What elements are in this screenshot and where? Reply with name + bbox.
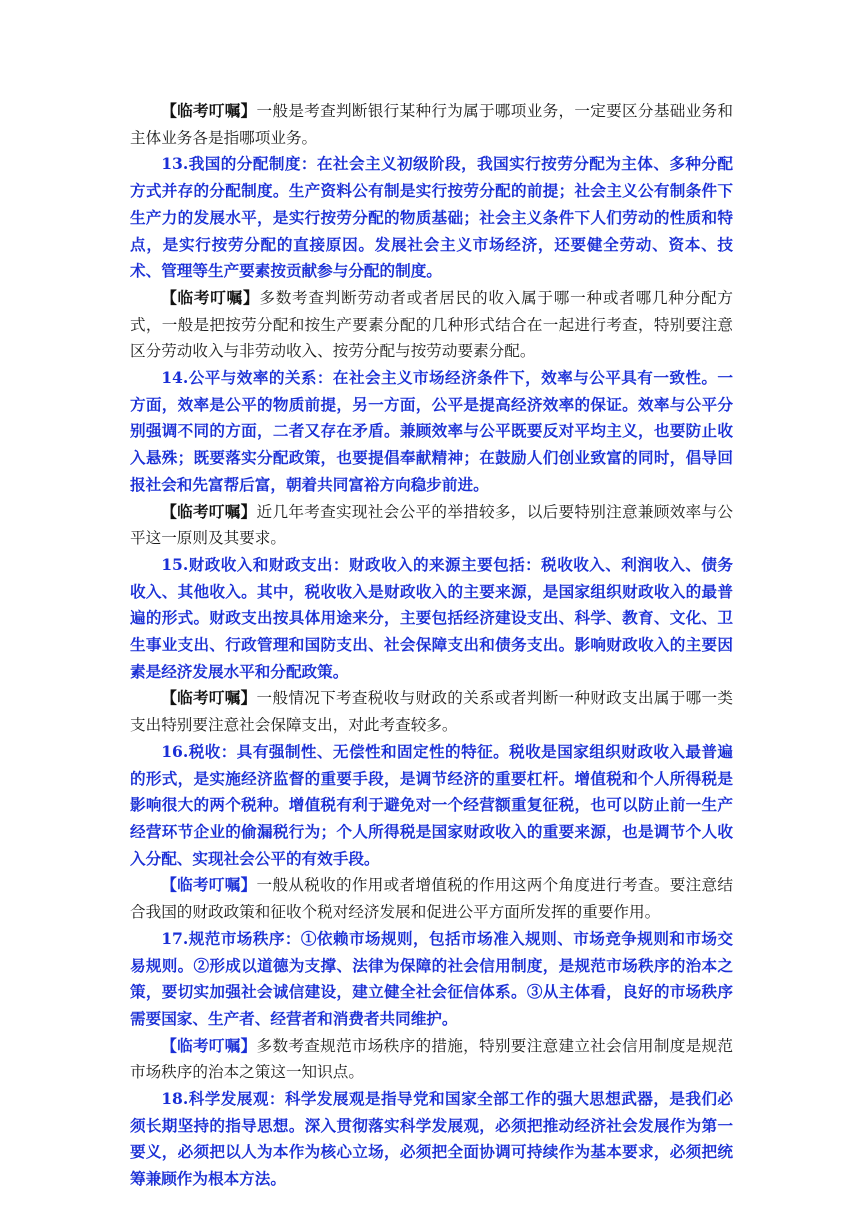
knowledge-point-16: 16.税收：具有强制性、无偿性和固定性的特征。税收是国家组织财政收入最普遍的形式，是实施经济监督的重要手段，是调节经济的重要杠杆。增值税和个人所得税是影响很大的两个税种。增值税有利于避免对一个经营额重复征税，也可以防止前一生产经营环节企业的偷漏税行为；个人所得税是国家财政收入的重要来源，也是调节个人收入分配、实现社会公平的有效手段。 (130, 741, 733, 868)
exam-tip-paragraph (130, 685, 733, 738)
exam-tip-tag: 【临考叮嘱】 (161, 501, 257, 521)
exam-tip-paragraph (130, 499, 733, 552)
knowledge-point-18: 18.科学发展观：科学发展观是指导党和国家全部工作的强大思想武器，是我们必须长期坚持的指导思想。深入贯彻落实科学发展观，必须把推动经济社会发展作为第一要义，必须把以人为本作为核心立场，必须把全面协调可持续作为基本要求，必须把统筹兼顾作为根本方法。 (130, 1089, 733, 1189)
exam-tip-paragraph (130, 1033, 733, 1086)
exam-tip-tag: 【临考叮嘱】 (161, 101, 257, 120)
exam-tip-text: 多数考查判断劳动者或者居民的收入属于哪一种或者哪几种分配方式，一般是把按劳分配和按生产要素分配的几种形式结合在一起进行考查，特别要注意区分劳动收入与非劳动收入、按劳分配与按劳动要素分配。 (130, 288, 733, 361)
exam-tip-paragraph (130, 285, 733, 365)
knowledge-point-15: 15.财政收入和财政支出：财政收入的来源主要包括：税收收入、利润收入、债务收入、其他收入。其中，税收收入是财政收入的主要来源，是国家组织财政收入的最普遍的形式。财政支出按具体用途来分，主要包括经济建设支出、科学、教育、文化、卫生事业支出、行政管理和国防支出、社会保障支出和债务支出。影响财政收入的主要因素是经济发展水平和分配政策。 (130, 554, 733, 681)
document-page (130, 98, 733, 1193)
knowledge-point-17: 17.规范市场秩序：①依赖市场规则，包括市场准入规则、市场竞争规则和市场交易规则。②形成以道德为支撑、法律为保障的社会信用制度，是规范市场秩序的治本之策，要切实加强社会诚信建设，建立健全社会征信体系。③从主体看，良好的市场秩序需要国家、生产者、经营者和消费者共同维护。 (130, 928, 733, 1028)
knowledge-point-14: 14.公平与效率的关系：在社会主义市场经济条件下，效率与公平具有一致性。一方面，效率是公平的物质前提，另一方面，公平是提高经济效率的保证。效率与公平分别强调不同的方面，二者又存在矛盾。兼顾效率与公平既要反对平均主义，也要防止收入悬殊；既要落实分配政策，也要提倡奉献精神；在鼓励人们创业致富的同时，倡导回报社会和先富帮后富，朝着共同富裕方向稳步前进。 (130, 368, 733, 494)
exam-tip-paragraph (130, 872, 733, 925)
knowledge-point-13: 13.我国的分配制度：在社会主义初级阶段，我国实行按劳分配为主体、多种分配方式并存的分配制度。生产资料公有制是实行按劳分配的前提；社会主义公有制条件下生产力的发展水平，是实行按劳分配的物质基础；社会主义条件下人们劳动的性质和特点，是实行按劳分配的直接原因。发展社会主义市场经济，还要健全劳动、资本、技术、管理等生产要素按贡献参与分配的制度。 (130, 154, 733, 281)
exam-tip-tag: 【临考叮嘱】 (161, 688, 257, 708)
exam-tip-text: 近几年考查实现社会公平的举措较多，以后要特别注意兼顾效率与公平这一原则及其要求。 (130, 502, 733, 548)
exam-tip-text: 多数考查规范市场秩序的措施，特别要注意建立社会信用制度是规范市场秩序的治本之策这一知识点。 (130, 1036, 733, 1082)
exam-tip-tag: 【临考叮嘱】 (161, 875, 257, 895)
exam-tip-text: 一般从税收的作用或者增值税的作用这两个角度进行考查。要注意结合我国的财政政策和征收个税对经济发展和促进公平方面所发挥的重要作用。 (130, 876, 733, 922)
exam-tip-text: 一般是考查判断银行某种行为属于哪项业务，一定要区分基础业务和主体业务各是指哪项业务。 (130, 102, 733, 147)
exam-tip-tag: 【临考叮嘱】 (161, 1035, 257, 1055)
exam-tip-text: 一般情况下考查税收与财政的关系或者判断一种财政支出属于哪一类支出特别要注意社会保障支出，对此考查较多。 (130, 689, 733, 735)
exam-tip-paragraph (130, 98, 733, 151)
exam-tip-tag: 【临考叮嘱】 (161, 287, 260, 307)
